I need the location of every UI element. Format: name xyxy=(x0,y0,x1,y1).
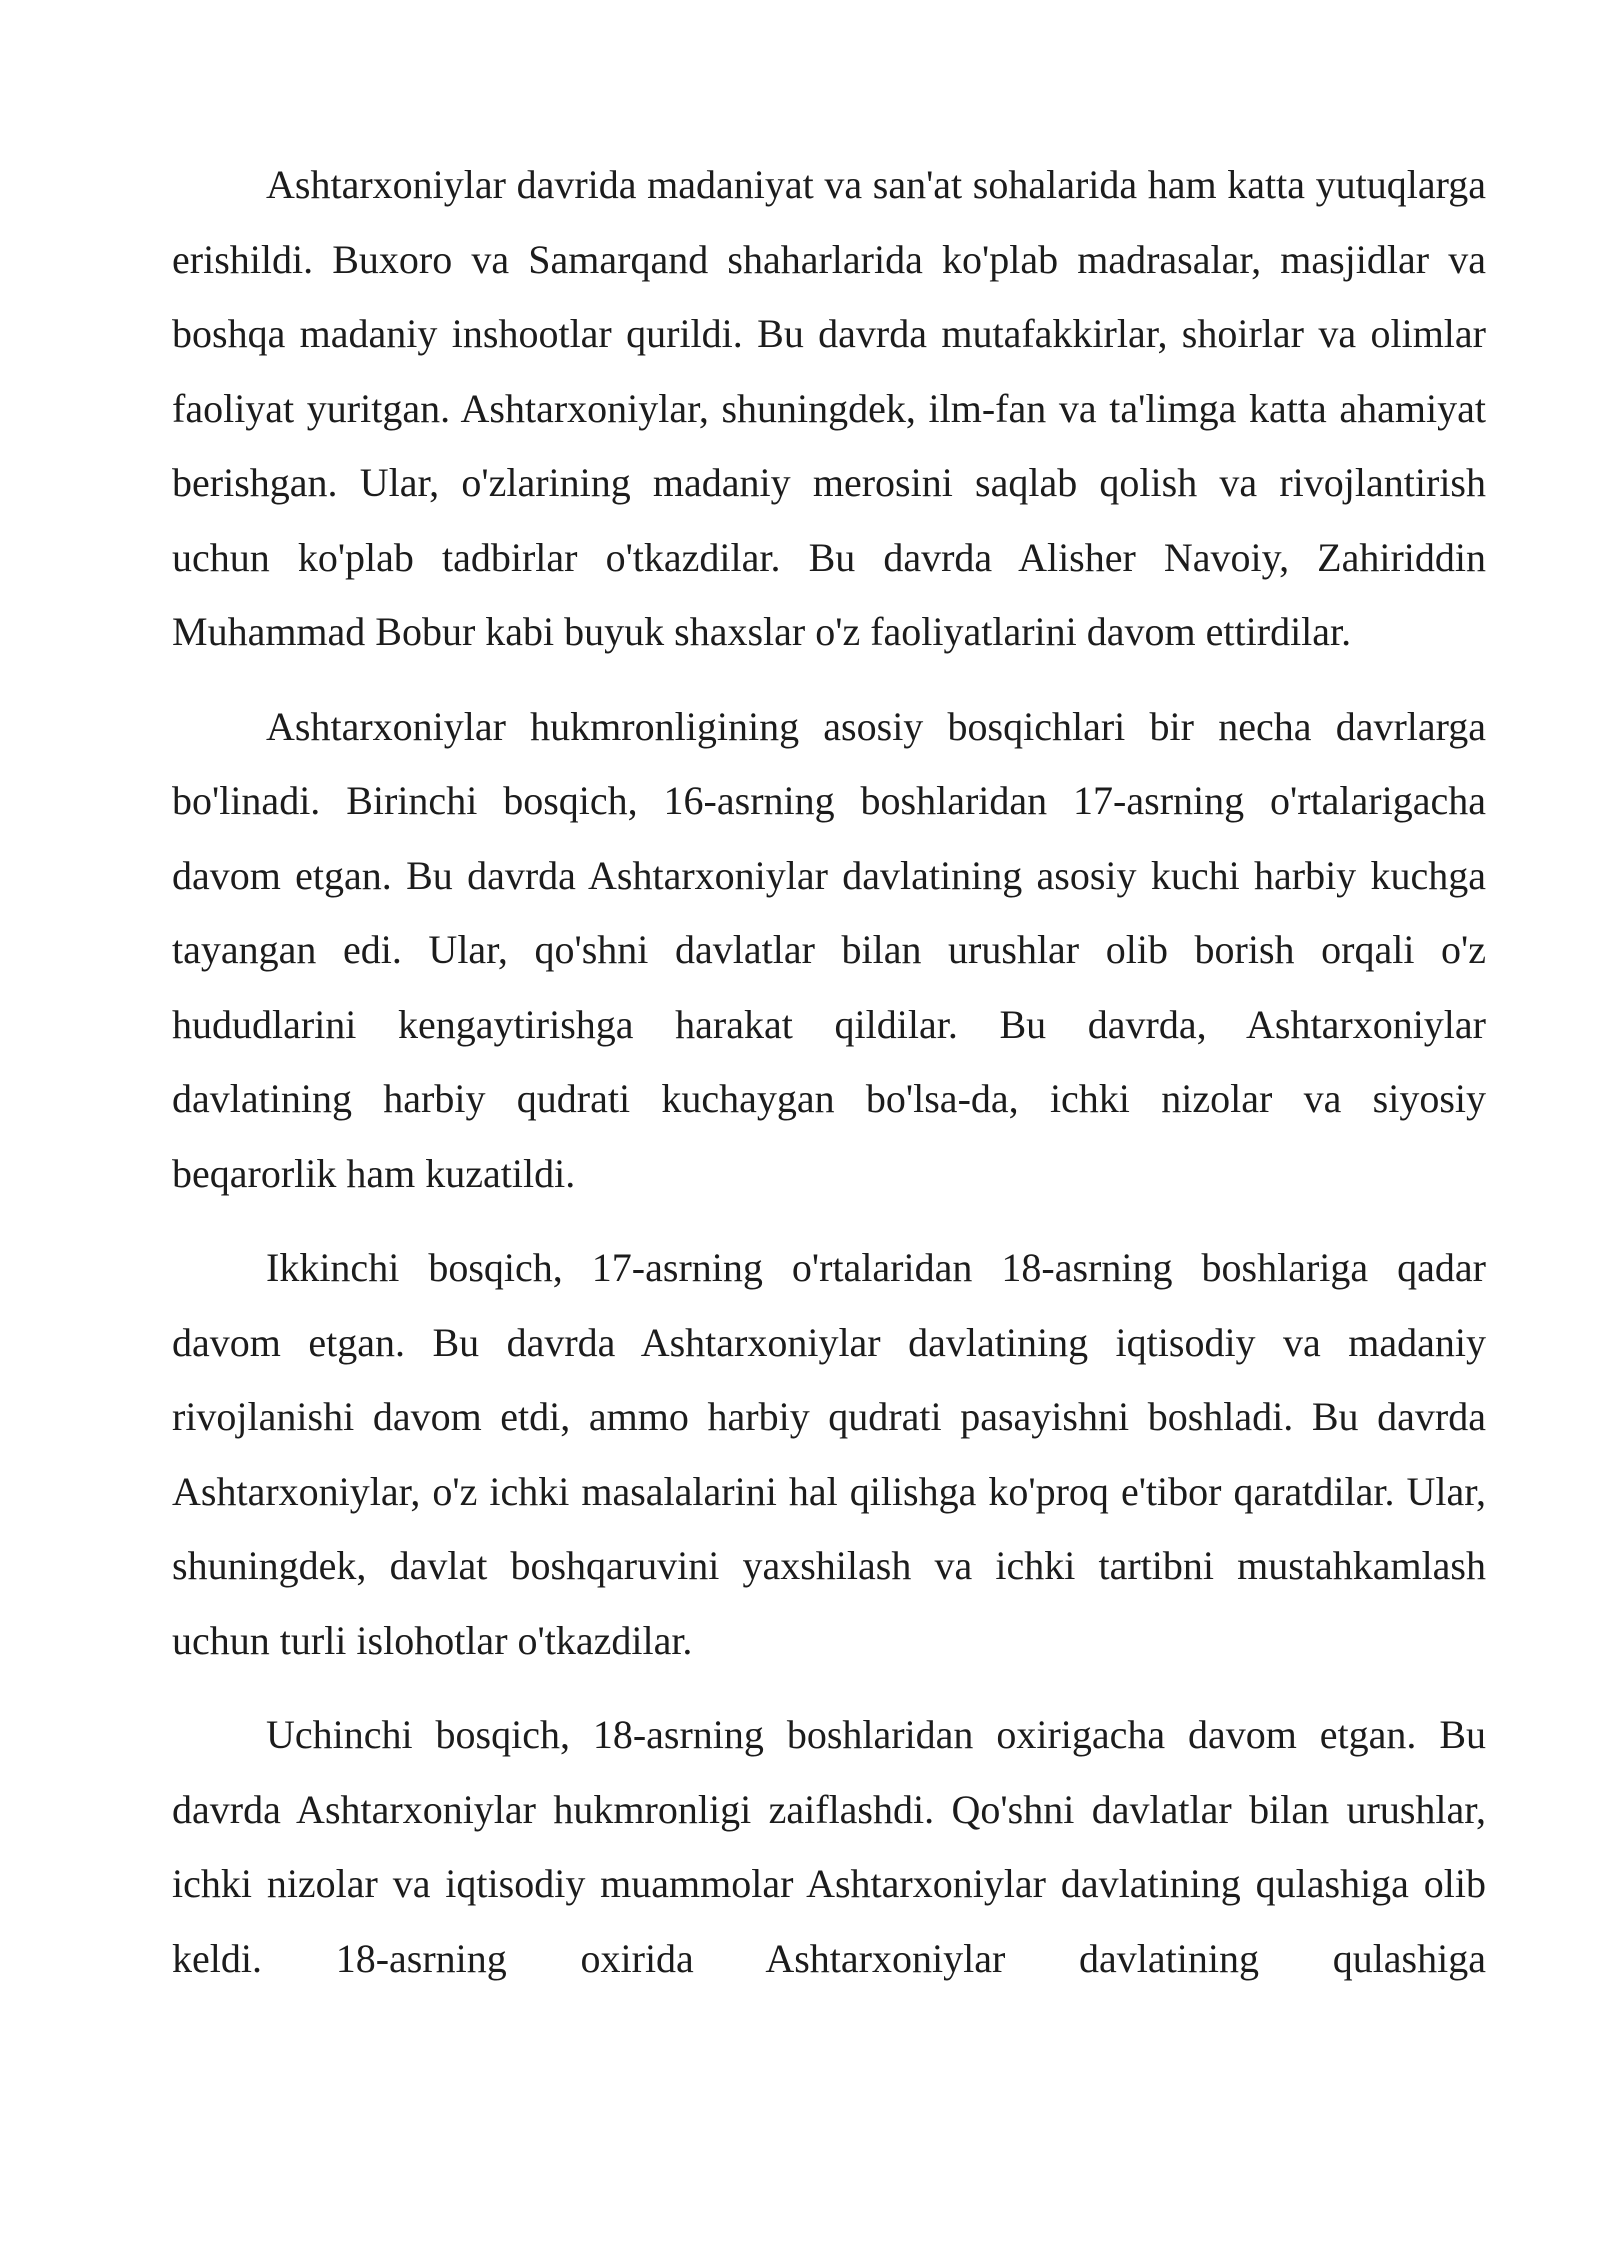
paragraph-culture: Ashtarxoniylar davrida madaniyat va san'at sohalarida ham katta yutuqlarga erishildi. Buxoro va Samarqand shaharlarida ko'plab madrasalar, masjidlar va boshqa madaniy inshootlar qurildi. Bu davrda mutafakkirlar, shoirlar va olimlar faoliyat yuritgan. Ashtarxoniylar, shuningdek, ilm-fan va ta'limga katta ahamiyat berishgan. Ular, o'zlarining madaniy merosini saqlab qolish va rivojlantirish uchun ko'plab tadbirlar o'tkazdilar. Bu davrda Alisher Navoiy, Zahiriddin Muhammad Bobur kabi buyuk shaxslar o'z faoliyatlarini davom ettirdilar. xyxy=(172,162,1486,654)
paragraph-stage-second: Ikkinchi bosqich, 17-asrning o'rtalaridan 18-asrning boshlariga qadar davom etgan. Bu davrda Ashtarxoniylar davlatining iqtisodiy va madaniy rivojlanishi davom etdi, ammo harbiy qudrati pasayishni boshladi. Bu davrda Ashtarxoniylar, o'z ichki masalalarini hal qilishga ko'proq e'tibor qaratdilar. Ular, shuningdek, davlat boshqaruvini yaxshilash va ichki tartibni mustahkamlash uchun turli islohotlar o'tkazdilar. xyxy=(172,1245,1486,1663)
paragraph-stages-first: Ashtarxoniylar hukmronligining asosiy bosqichlari bir necha davrlarga bo'linadi. Birinchi bosqich, 16-asrning boshlaridan 17-asrning o'rtalarigacha davom etgan. Bu davrda Ashtarxoniylar davlatining asosiy kuchi harbiy kuchga tayangan edi. Ular, qo'shni davlatlar bilan urushlar olib borish orqali o'z hududlarini kengaytirishga harakat qildilar. Bu davrda, Ashtarxoniylar davlatining harbiy qudrati kuchaygan bo'lsa-da, ichki nizolar va siyosiy beqarorlik ham kuzatildi. xyxy=(172,703,1486,1196)
body-text xyxy=(172,148,1486,2016)
paragraph-stage-third: Uchinchi bosqich, 18-asrning boshlaridan oxirigacha davom etgan. Bu davrda Ashtarxoniylar hukmronligi zaiflashdi. Qo'shni davlatlar bilan urushlar, ichki nizolar va iqtisodiy muammolar Ashtarxoniylar davlatining qulashiga olib keldi. 18-asrning oxirida Ashtarxoniylar davlatining qulashiga xyxy=(172,1712,1486,1981)
